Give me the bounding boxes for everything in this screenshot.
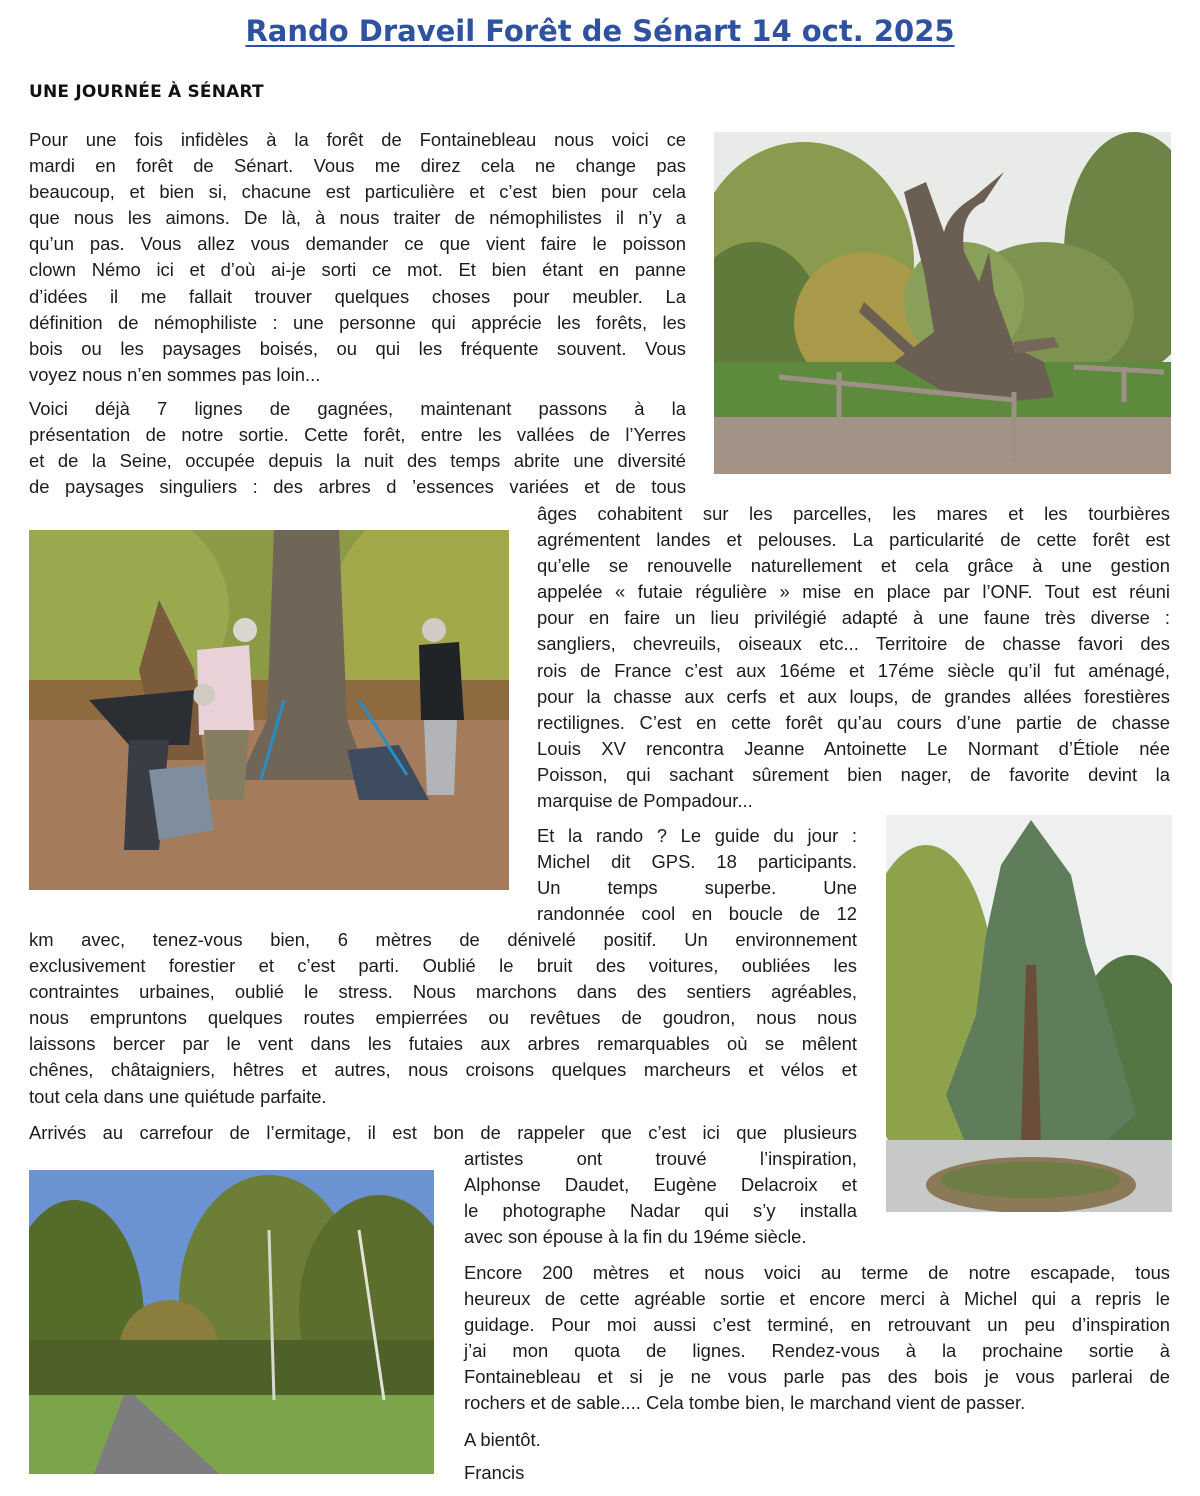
text-line: Alphonse Daudet, Eugène Delacroix et: [464, 1174, 857, 1196]
sequoia-image: [886, 815, 1172, 1212]
text-line: Un temps superbe. Une: [537, 877, 857, 899]
text-line: mardi en forêt de Sénart. Vous me direz cela ne change pas: [29, 155, 686, 177]
paragraph-ermitage-bottom: [464, 1146, 857, 1250]
text-line: et de la Seine, occupée depuis la nuit des temps abrite une diversité: [29, 450, 686, 472]
text-line: le photographe Nadar qui s’y installa: [464, 1200, 857, 1222]
text-line: voyez nous n’en sommes pas loin...: [29, 363, 321, 385]
text-line: que nous les aimons. De là, à nous traiter de némophilistes il n’y a: [29, 207, 686, 229]
photo-forest-path: [29, 1170, 434, 1474]
text-line: Pour une fois infidèles à la forêt de Fontainebleau nous voici ce: [29, 129, 686, 150]
paragraph-presentation-top: [29, 396, 686, 500]
text-line: âges cohabitent sur les parcelles, les mares et les tourbières: [537, 503, 1170, 524]
text-line: artistes ont trouvé l’inspiration,: [464, 1148, 857, 1169]
paragraph-presentation-bottom: [537, 501, 1170, 814]
text-line: agrémentent landes et pelouses. La particularité de cette forêt est: [537, 529, 1170, 551]
text-line: avec son épouse à la fin du 19éme siècle.: [464, 1226, 807, 1248]
text-line: randonnée cool en boucle de 12: [537, 903, 857, 925]
text-line: Fontainebleau et si je ne vous parle pas des bois je vous parlerai de: [464, 1366, 1170, 1388]
text-line: d’idées il me fallait trouver quelques choses pour meubler. La: [29, 285, 686, 307]
text-line: définition de némophiliste : une personne qui apprécie les forêts, les: [29, 311, 686, 333]
signature: Francis: [464, 1462, 525, 1483]
text-line: de paysages singuliers : des arbres d ’essences variées et de tous: [29, 476, 686, 498]
paragraph-ermitage-top: [29, 1120, 857, 1146]
text-line: exclusivement forestier et c’est parti. Oublié le bruit des voitures, oubliées les: [29, 955, 857, 977]
text-line: beaucoup, et bien si, chacune est particulière et c’est bien pour cela: [29, 181, 686, 203]
paragraph-conclusion: [464, 1260, 1170, 1417]
text-line: appelée « futaie régulière » mise en place par l’ONF. Tout est réuni: [537, 581, 1170, 603]
closing-text: A bientôt.: [464, 1429, 541, 1450]
text-line: guidage. Pour moi aussi c’est terminé, en retrouvant un peu d’inspiration: [464, 1314, 1170, 1336]
photo-sequoia: [886, 815, 1172, 1212]
photo-hikers: [29, 530, 509, 890]
paragraph-intro: [29, 127, 686, 388]
text-line: rectilignes. C’est en cette forêt qu’au cours d’une partie de chasse: [537, 711, 1170, 733]
text-line: laissons bercer par le vent dans les futaies aux arbres remarquables où se mêlent: [29, 1033, 857, 1055]
text-line: rois de France c’est aux 16éme et 17éme siècle qu’il fut aménagé,: [537, 659, 1170, 681]
text-line: j’ai mon quota de lignes. Rendez-vous à la prochaine sortie à: [464, 1340, 1170, 1362]
text-line: contraintes urbaines, oublié le stress. Nous marchons dans des sentiers agréables,: [29, 981, 857, 1003]
text-line: clown Némo ici et d’où ai-je sorti ce mot. Et bien étant en panne: [29, 259, 686, 281]
text-line: heureux de cette agréable sortie et encore merci à Michel qui a repris le: [464, 1288, 1170, 1310]
hikers-image: [29, 530, 509, 890]
text-line: marquise de Pompadour...: [537, 790, 753, 812]
text-line: nous empruntons quelques routes empierrées ou revêtues de goudron, nous nous: [29, 1007, 857, 1029]
text-line: Arrivés au carrefour de l’ermitage, il est bon de rappeler que c’est ici que plusieurs: [29, 1122, 857, 1143]
old-oak-image: [714, 132, 1171, 474]
text-line: pour en faire un lieu privilégié adapté à une faune très diverse :: [537, 607, 1170, 629]
text-line: sangliers, chevreuils, oiseaux etc... Territoire de chasse favori des: [537, 633, 1170, 655]
text-line: tout cela dans une quiétude parfaite.: [29, 1085, 327, 1107]
section-heading: UNE JOURNÉE À SÉNART: [29, 82, 264, 102]
forest-path-image: [29, 1170, 434, 1474]
text-line: Encore 200 mètres et nous voici au terme de notre escapade, tous: [464, 1262, 1170, 1283]
paragraph-rando-top: [537, 823, 857, 927]
text-line: qu’un pas. Vous allez vous demander ce que vient faire le poisson: [29, 233, 686, 255]
text-line: Poisson, qui sachant sûrement bien nager, de favorite devint la: [537, 763, 1170, 785]
text-line: km avec, tenez-vous bien, 6 mètres de dénivelé positif. Un environnement: [29, 929, 857, 950]
text-line: Voici déjà 7 lignes de gagnées, maintenant passons à la: [29, 398, 686, 419]
text-line: Et la rando ? Le guide du jour :: [537, 825, 857, 846]
text-line: qu’elle se renouvelle naturellement et cela grâce à une gestion: [537, 555, 1170, 577]
text-line: Louis XV rencontra Jeanne Antoinette Le Normant d’Étiole née: [537, 737, 1170, 759]
text-line: présentation de notre sortie. Cette forêt, entre les vallées de l’Yerres: [29, 424, 686, 446]
paragraph-rando-bottom: [29, 927, 857, 1110]
text-line: chênes, châtaigniers, hêtres et autres, nous croisons quelques marcheurs et vélos et: [29, 1059, 857, 1081]
text-line: pour la chasse aux cerfs et aux loups, de grandes allées forestières: [537, 685, 1170, 707]
text-line: rochers et de sable.... Cela tombe bien, le marchand vient de passer.: [464, 1392, 1026, 1414]
text-line: bois ou les paysages boisés, ou qui les fréquente souvent. Vous: [29, 337, 686, 359]
photo-old-oak: [714, 132, 1171, 474]
document-title: Rando Draveil Forêt de Sénart 14 oct. 2025: [245, 14, 955, 48]
text-line: Michel dit GPS. 18 participants.: [537, 851, 857, 873]
